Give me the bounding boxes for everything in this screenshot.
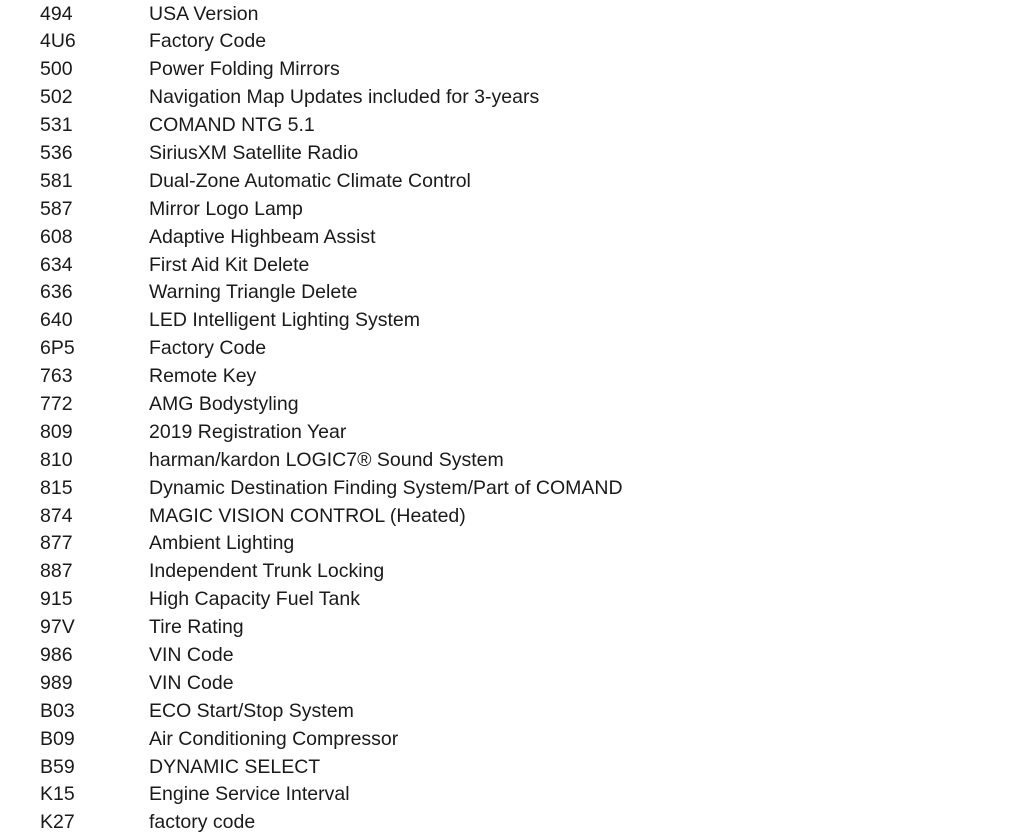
option-code: 608	[40, 225, 73, 248]
list-item	[0, 112, 1024, 140]
option-description: Dual-Zone Automatic Climate Control	[149, 169, 471, 192]
list-item	[0, 224, 1024, 252]
option-description: Navigation Map Updates included for 3-years	[149, 86, 540, 109]
option-code: K15	[40, 783, 75, 806]
option-description: AMG Bodystyling	[149, 392, 299, 415]
list-item	[0, 726, 1024, 754]
option-code: 6P5	[40, 337, 75, 360]
option-code: 4U6	[40, 30, 76, 53]
option-description: SiriusXM Satellite Radio	[149, 141, 359, 164]
option-code: 810	[40, 448, 73, 471]
option-description: Remote Key	[149, 365, 257, 388]
option-code: B09	[40, 727, 75, 750]
list-item	[0, 363, 1024, 391]
option-description: VIN Code	[149, 643, 234, 666]
option-code: 809	[40, 420, 73, 443]
option-description: factory code	[149, 811, 256, 834]
list-item	[0, 558, 1024, 586]
option-description: High Capacity Fuel Tank	[149, 588, 360, 611]
list-item	[0, 196, 1024, 224]
option-description: harman/kardon LOGIC7® Sound System	[149, 448, 504, 471]
option-description: Factory Code	[149, 30, 267, 53]
list-item	[0, 698, 1024, 726]
option-description: COMAND NTG 5.1	[149, 114, 315, 137]
list-item	[0, 503, 1024, 531]
list-item	[0, 809, 1024, 837]
option-description: Factory Code	[149, 337, 267, 360]
option-code: 97V	[40, 616, 75, 639]
option-code: B03	[40, 699, 75, 722]
option-code: 989	[40, 671, 73, 694]
list-item	[0, 475, 1024, 503]
option-description: USA Version	[149, 2, 259, 25]
option-description: Tire Rating	[149, 616, 244, 639]
option-description: Warning Triangle Delete	[149, 281, 358, 304]
option-code: 877	[40, 532, 73, 555]
option-description: MAGIC VISION CONTROL (Heated)	[149, 504, 466, 527]
list-item	[0, 84, 1024, 112]
option-description: Dynamic Destination Finding System/Part of COMAND	[149, 476, 623, 499]
list-item	[0, 252, 1024, 280]
option-code: 772	[40, 392, 73, 415]
option-code: 536	[40, 141, 73, 164]
list-item	[0, 447, 1024, 475]
option-description: Power Folding Mirrors	[149, 58, 340, 81]
option-code: 815	[40, 476, 73, 499]
option-code: 581	[40, 169, 73, 192]
list-item	[0, 781, 1024, 809]
option-code: 887	[40, 560, 73, 583]
option-code: 634	[40, 253, 73, 276]
list-item	[0, 168, 1024, 196]
option-code: 915	[40, 588, 73, 611]
list-item	[0, 28, 1024, 56]
list-item	[0, 391, 1024, 419]
option-code: 640	[40, 309, 73, 332]
option-code: 502	[40, 86, 73, 109]
list-item	[0, 754, 1024, 782]
option-code: 531	[40, 114, 73, 137]
option-code: K27	[40, 811, 75, 834]
option-description: First Aid Kit Delete	[149, 253, 310, 276]
list-item	[0, 56, 1024, 84]
option-code: 494	[40, 2, 73, 25]
option-code: 636	[40, 281, 73, 304]
option-description: VIN Code	[149, 671, 234, 694]
option-description: Adaptive Highbeam Assist	[149, 225, 376, 248]
option-code: B59	[40, 755, 75, 778]
list-item	[0, 642, 1024, 670]
list-item	[0, 307, 1024, 335]
option-description: 2019 Registration Year	[149, 420, 347, 443]
option-description: Engine Service Interval	[149, 783, 350, 806]
option-code: 587	[40, 197, 73, 220]
list-item	[0, 419, 1024, 447]
list-item	[0, 614, 1024, 642]
list-item	[0, 586, 1024, 614]
list-item	[0, 279, 1024, 307]
option-description: Mirror Logo Lamp	[149, 197, 303, 220]
option-code: 874	[40, 504, 73, 527]
list-item	[0, 670, 1024, 698]
option-description: DYNAMIC SELECT	[149, 755, 321, 778]
option-description: ECO Start/Stop System	[149, 699, 354, 722]
option-code: 986	[40, 643, 73, 666]
option-description: Independent Trunk Locking	[149, 560, 385, 583]
list-item	[0, 530, 1024, 558]
list-item	[0, 1, 1024, 29]
option-description: Ambient Lighting	[149, 532, 295, 555]
option-code: 763	[40, 365, 73, 388]
option-code: 500	[40, 58, 73, 81]
option-description: Air Conditioning Compressor	[149, 727, 399, 750]
list-item	[0, 140, 1024, 168]
list-item	[0, 335, 1024, 363]
option-description: LED Intelligent Lighting System	[149, 309, 420, 332]
